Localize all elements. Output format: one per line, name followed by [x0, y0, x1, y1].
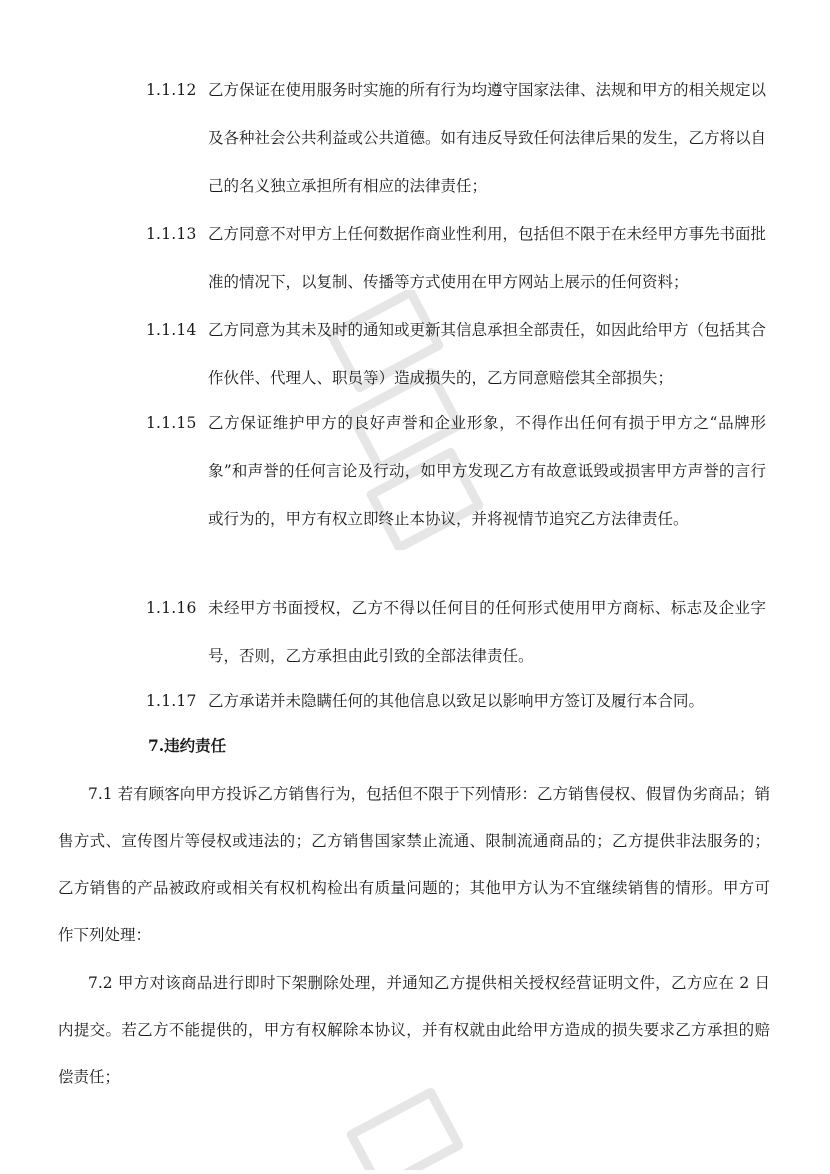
clause-number: 1.1.15	[146, 414, 197, 432]
clause-text: 未经甲方书面授权，乙方不得以任何目的任何形式使用甲方商标、标志及企业字号，否则，乙方承担由此引致的全部法律责任。	[208, 599, 766, 665]
clause-number: 1.1.12	[146, 81, 197, 99]
clause-1-1-17	[146, 677, 766, 725]
clause-1-1-12	[146, 66, 766, 210]
clause-text: 乙方保证维护甲方的良好声誉和企业形象，不得作出任何有损于甲方之“品牌形象”和声誉的任何言论及行动，如甲方发现乙方有故意诋毁或损害甲方声誉的言行或行为的，甲方有权立即终止本协议，并将视情节追究乙方法律责任。	[208, 414, 766, 528]
clause-number: 1.1.13	[146, 225, 197, 243]
paragraph-7-2: 7.2 甲方对该商品进行即时下架删除处理，并通知乙方提供相关授权经营证明文件，乙方应在 2 日内提交。若乙方不能提供的，甲方有权解除本协议，并有权就由此给甲方造成的损失要求乙方承担的赔偿责任；	[58, 974, 770, 1086]
clause-number: 1.1.16	[146, 599, 197, 617]
clause-number: 1.1.17	[146, 692, 197, 710]
clause-1-1-15	[146, 399, 766, 543]
paragraph-7-1: 7.1 若有顾客向甲方投诉乙方销售行为，包括但不限于下列情形：乙方销售侵权、假冒伪劣商品；销售方式、宣传图片等侵权或违法的；乙方销售国家禁止流通、限制流通商品的；乙方提供非法服务的；乙方销售的产品被政府或相关有权机构检出有质量问题的；其他甲方认为不宜继续销售的情形。甲方可作下列处理：	[58, 785, 770, 944]
clause-number: 1.1.14	[146, 321, 197, 339]
clause-text: 乙方保证在使用服务时实施的所有行为均遵守国家法律、法规和甲方的相关规定以及各种社会公共利益或公共道德。如有违反导致任何法律后果的发生，乙方将以自己的名义独立承担所有相应的法律责任；	[208, 81, 767, 195]
clause-text: 乙方同意不对甲方上任何数据作商业性利用，包括但不限于在未经甲方事先书面批准的情况下，以复制、传播等方式使用在甲方网站上展示的任何资料；	[208, 225, 767, 291]
clause-1-1-13	[146, 210, 766, 306]
clause-1-1-14	[146, 306, 766, 402]
clause-1-1-16	[146, 584, 766, 680]
clause-text: 乙方同意为其未及时的通知或更新其信息承担全部责任，如因此给甲方（包括其合作伙伴、代理人、职员等）造成损失的，乙方同意赔偿其全部损失；	[208, 321, 767, 387]
section-heading: 7.违约责任	[148, 736, 227, 755]
clause-text: 乙方承诺并未隐瞒任何的其他信息以致足以影响甲方签订及履行本合同。	[208, 692, 705, 710]
